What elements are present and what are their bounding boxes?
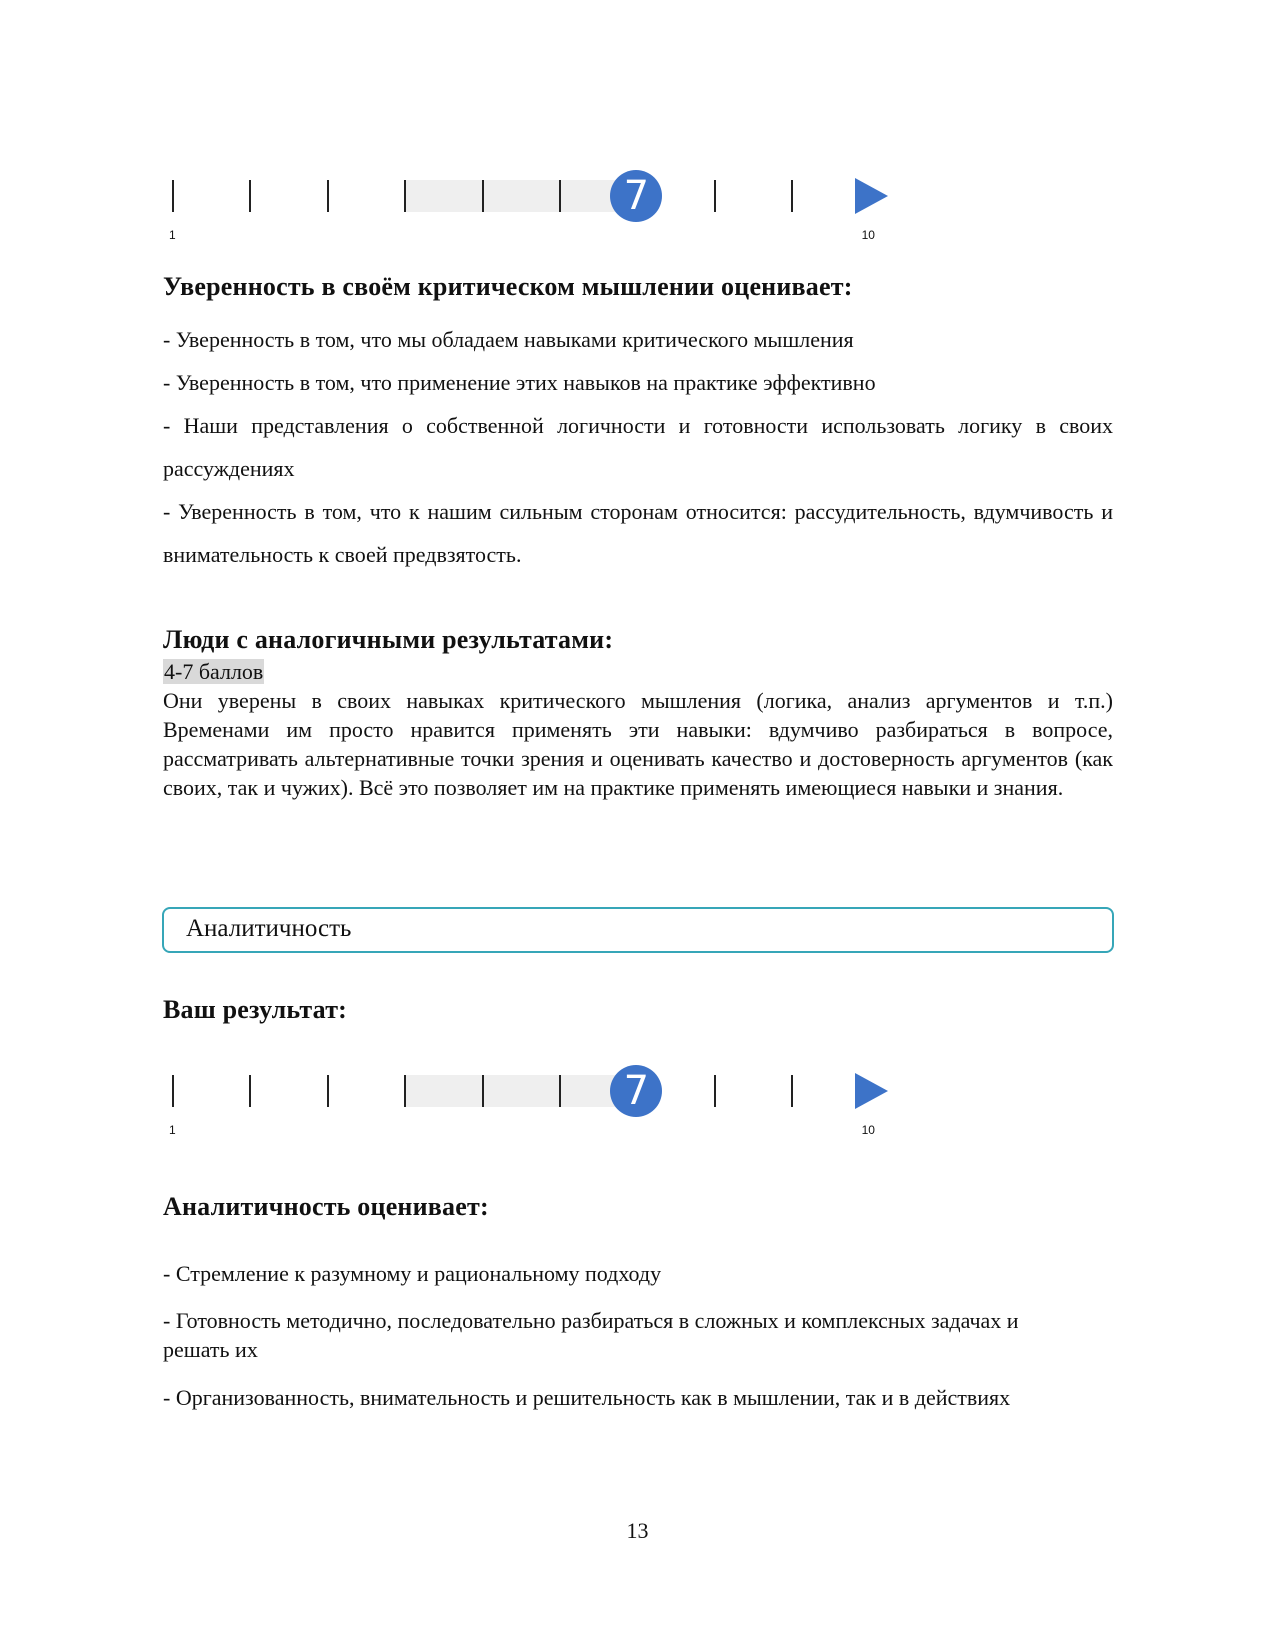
scale-arrow-icon xyxy=(855,178,888,214)
scale-min-label: 1 xyxy=(169,228,176,242)
confidence-item-1: - Уверенность в том, что мы обладаем навыками критического мышления xyxy=(163,327,854,352)
scale-tick xyxy=(172,1075,174,1107)
section-title-box xyxy=(162,907,1114,953)
section-title: Аналитичность xyxy=(186,915,352,942)
analytic-heading: Аналитичность оценивает: xyxy=(163,1192,489,1221)
scale-tick xyxy=(559,1075,561,1107)
scale-tick xyxy=(327,180,329,212)
scale-max-label: 10 xyxy=(861,228,875,242)
scale-tick xyxy=(172,180,174,212)
scale-max-label: 10 xyxy=(861,1123,875,1137)
confidence-heading: Уверенность в своём критическом мышлении оценивает: xyxy=(163,272,853,301)
confidence-item-3: - Наши представления о собственной логичности и готовности использовать логику в своих рассуждениях xyxy=(163,413,1113,481)
scale-tick xyxy=(404,180,406,212)
scale-tick xyxy=(482,180,484,212)
analytic-item-1: - Стремление к разумному и рациональному подходу xyxy=(163,1261,662,1286)
scale-tick xyxy=(714,1075,716,1107)
similar-results-heading: Люди с аналогичными результатами: xyxy=(163,625,614,654)
scale-tick xyxy=(714,180,716,212)
scale-tick xyxy=(559,180,561,212)
score-marker: 7 xyxy=(610,1065,662,1117)
analytic-item-2: - Готовность методично, последовательно разбираться в сложных и комплексных задачах и решать их xyxy=(163,1308,1019,1362)
scale-highlight-track xyxy=(404,1075,636,1107)
scale-tick xyxy=(404,1075,406,1107)
scale-tick xyxy=(791,180,793,212)
scale-tick xyxy=(482,1075,484,1107)
scale-min-label: 1 xyxy=(169,1123,176,1137)
scale-highlight-track xyxy=(404,180,636,212)
score-range-tag xyxy=(163,658,264,685)
score-scale-top xyxy=(160,150,920,260)
confidence-item-4: - Уверенность в том, что к нашим сильным сторонам относится: рассудительность, вдумчивость и внимательность к своей предвзятость. xyxy=(163,499,1113,567)
similar-results-text: Они уверены в своих навыках критического мышления (логика, анализ аргументов и т.п.) Временами им просто нравится применять эти навыки: вдумчиво разбираться в вопросе, рассматривать альтернативные точки зрения и оценивать качество и достоверность аргументов (как своих, так и чужих). Всё это позволяет им на практике применять имеющиеся навыки и знания. xyxy=(163,688,1113,800)
page-number: 13 xyxy=(626,1518,649,1543)
scale-tick xyxy=(791,1075,793,1107)
scale-tick xyxy=(327,1075,329,1107)
analytic-item-3: - Организованность, внимательность и решительность как в мышлении, так и в действиях xyxy=(163,1385,1011,1410)
score-range-text: 4-7 баллов xyxy=(164,659,264,684)
scale-tick xyxy=(249,1075,251,1107)
score-scale-bottom xyxy=(160,1045,920,1155)
confidence-item-2: - Уверенность в том, что применение этих навыков на практике эффективно xyxy=(163,370,876,395)
scale-tick xyxy=(249,180,251,212)
scale-arrow-icon xyxy=(855,1073,888,1109)
your-result-heading: Ваш результат: xyxy=(163,995,348,1024)
score-marker: 7 xyxy=(610,170,662,222)
